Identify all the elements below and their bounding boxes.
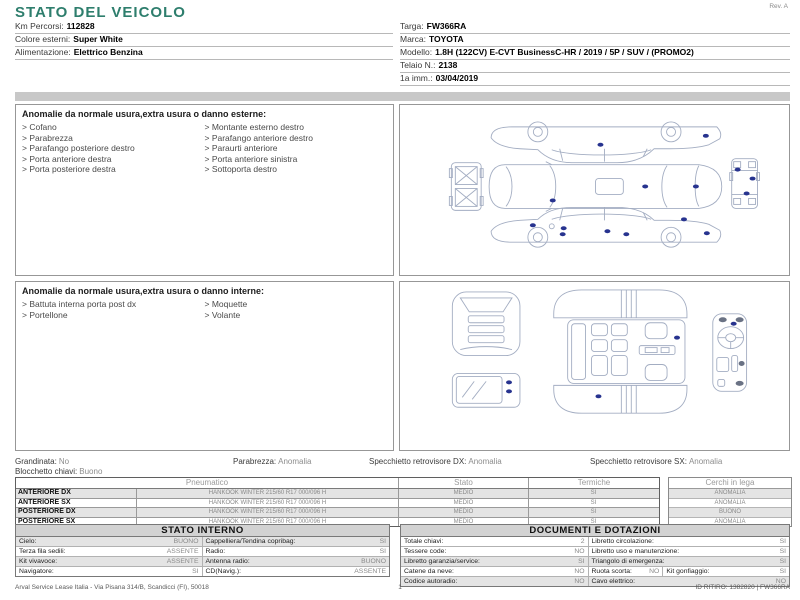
anomaly-item: > Montante esterno destro	[205, 122, 388, 133]
row-value: ASSENTE	[354, 568, 386, 575]
check-specchietto-sx	[590, 457, 722, 466]
tire-stato: MEDIO	[399, 499, 529, 508]
table-row	[401, 557, 789, 567]
vehicle-fields-left	[15, 21, 393, 60]
check-grandinata	[15, 457, 69, 466]
cerchi-value: ANOMALIA	[669, 499, 791, 509]
damage-marker	[561, 226, 567, 230]
row-label: Cavo elettrico:	[591, 578, 635, 585]
field-km	[15, 21, 393, 34]
anomaly-item: > Paraurti anteriore	[205, 143, 388, 154]
tire-termiche: SI	[590, 499, 597, 506]
col-header-termiche: Termiche	[577, 478, 611, 487]
check-value: Anomalia	[468, 457, 502, 466]
row-label: Triangolo di emergenza:	[591, 558, 665, 565]
field-value: 1.8H (122CV) E-CVT BusinessC-HR / 2019 / 5P / SUV / (PROMO2)	[435, 47, 694, 57]
damage-marker	[560, 232, 566, 236]
row-label: Libretto circolazione:	[591, 538, 654, 545]
dashboard-view	[713, 314, 747, 392]
field-alimentazione	[15, 47, 393, 60]
vehicle-fields-right	[400, 21, 790, 86]
row-label: Navigatore:	[19, 568, 54, 575]
anomaly-item: > Parafango posteriore destro	[22, 143, 205, 154]
damage-marker	[703, 134, 709, 138]
field-label: Targa:	[400, 21, 424, 31]
field-value: 03/04/2019	[435, 73, 479, 83]
field-label: Colore esterni:	[15, 34, 71, 44]
exterior-anomalies-panel	[15, 104, 394, 276]
car-top-view	[489, 162, 722, 212]
footer-id-ritiro: ID RITIRO: 1382820 | FW366RA	[695, 584, 790, 591]
revision-label: Rev. A	[769, 3, 788, 10]
page-title: STATO DEL VEICOLO	[15, 4, 186, 21]
row-value: NO	[574, 548, 585, 555]
table-row	[16, 537, 389, 547]
anomaly-item: > Battuta interna porta post dx	[22, 299, 205, 310]
row-label: Terza fila sedili:	[19, 548, 66, 555]
row-label: Kit vivavoce:	[19, 558, 58, 565]
tire-stato: MEDIO	[399, 508, 529, 517]
interior-damage-diagram	[399, 281, 790, 451]
tire-row	[16, 508, 659, 518]
check-blocchetto-chiavi	[15, 467, 102, 476]
tire-position: POSTERIORE DX	[16, 508, 137, 517]
damage-marker	[693, 185, 699, 189]
field-label: Marca:	[400, 34, 426, 44]
row-value: SI	[779, 538, 786, 545]
check-value: Anomalia	[278, 457, 312, 466]
interior-car-views	[400, 282, 789, 450]
row-value: BUONO	[361, 558, 386, 565]
table-row	[401, 547, 789, 557]
car-left-side-view	[491, 122, 721, 163]
damage-marker	[681, 217, 687, 221]
check-label: Specchietto retrovisore SX:	[590, 457, 687, 466]
anomaly-item: > Volante	[205, 310, 388, 321]
damage-marker	[506, 380, 512, 384]
field-marca	[400, 34, 790, 47]
check-label: Specchietto retrovisore DX:	[369, 457, 467, 466]
damage-marker	[674, 336, 680, 340]
damage-marker	[623, 232, 629, 236]
damage-marker	[604, 229, 610, 233]
damage-marker	[731, 322, 737, 326]
field-value: Elettrico Benzina	[73, 47, 143, 57]
col-header-cerchi: Cerchi in lega	[669, 478, 791, 489]
row-value: 2	[580, 538, 585, 545]
row-label: Kit gonfiaggio:	[666, 568, 710, 575]
damage-marker	[735, 168, 741, 172]
tire-spec: HANKOOK WINTER 215/60 R17 000/096 H	[137, 518, 399, 527]
check-label: Parabrezza:	[233, 457, 277, 466]
row-label: Cielo:	[19, 538, 37, 545]
exterior-car-views	[400, 105, 789, 275]
section-separator-bar	[15, 92, 790, 101]
row-value: SI	[379, 538, 386, 545]
tire-row	[16, 499, 659, 509]
row-value: SI	[192, 568, 199, 575]
check-label: Blocchetto chiavi:	[15, 467, 78, 476]
col-header-pneumatico: Pneumatico	[16, 478, 399, 488]
interior-anomalies-col1	[22, 299, 205, 320]
field-value: TOYOTA	[428, 34, 464, 44]
documenti-title: DOCUMENTI E DOTAZIONI	[401, 525, 789, 537]
row-value: SI	[779, 558, 786, 565]
check-parabrezza	[233, 457, 312, 466]
interior-anomalies-col2	[205, 299, 388, 320]
tires-table	[15, 477, 660, 527]
damage-marker	[550, 198, 556, 202]
check-label: Grandinata:	[15, 457, 57, 466]
row-value: NO	[574, 568, 585, 575]
field-label: 1a imm.:	[400, 73, 433, 83]
exterior-anomalies-col2	[205, 122, 388, 175]
anomaly-item: > Porta posteriore destra	[22, 164, 205, 175]
damage-marker	[750, 177, 756, 181]
anomaly-item: > Parabrezza	[22, 133, 205, 144]
row-value: SI	[779, 568, 786, 575]
tire-position: POSTERIORE SX	[16, 518, 137, 527]
anomaly-item: > Sottoporta destro	[205, 164, 388, 175]
anomaly-item: > Portellone	[22, 310, 205, 321]
damage-marker	[595, 394, 601, 398]
row-label: Ruota scorta:	[591, 568, 632, 575]
table-row	[16, 547, 389, 557]
anomaly-item: > Cofano	[22, 122, 205, 133]
row-value: ASSENTE	[166, 558, 199, 565]
tire-row	[16, 489, 659, 499]
damage-marker	[597, 143, 603, 147]
row-value: BUONO	[173, 538, 199, 545]
check-value: Buono	[79, 467, 103, 476]
page-number: 1	[398, 584, 402, 591]
field-value: 112828	[66, 21, 95, 31]
row-value: SI	[779, 548, 786, 555]
stato-interno-table	[15, 524, 390, 577]
row-label: Codice autoradio:	[404, 578, 458, 585]
cabin-floorplan-view	[554, 290, 687, 413]
field-value: 2138	[438, 60, 458, 70]
documenti-dotazioni-table	[400, 524, 790, 587]
exterior-anomalies-col1	[22, 122, 205, 175]
field-colore	[15, 34, 393, 47]
check-specchietto-dx	[369, 457, 502, 466]
tire-spec: HANKOOK WINTER 215/60 R17 000/096 H	[137, 499, 399, 508]
cerchi-value: BUONO	[669, 508, 791, 518]
row-label: CD(Navig.):	[205, 568, 241, 575]
cerchi-value: ANOMALIA	[714, 518, 746, 525]
check-value: No	[58, 457, 70, 466]
row-label: Totale chiavi:	[404, 538, 444, 545]
tire-position: ANTERIORE DX	[16, 489, 137, 498]
tire-termiche: SI	[590, 509, 597, 515]
row-label: Tessere code:	[404, 548, 447, 555]
damage-marker	[530, 223, 536, 227]
field-value: Super White	[73, 34, 123, 44]
trunk-view	[452, 292, 520, 356]
footer-company-address: Arval Service Lease Italia - Via Pisana 314/B, Scandicci (FI), 50018	[15, 584, 209, 591]
row-value: NO	[649, 568, 660, 575]
exterior-anomalies-header: Anomalie da normale usura,extra usura o danno esterne:	[22, 109, 267, 119]
exterior-damage-diagram	[399, 104, 790, 276]
anomaly-item: > Moquette	[205, 299, 388, 310]
row-label: Libretto uso e manutenzione:	[591, 548, 680, 555]
col-header-stato: Stato	[399, 478, 529, 488]
field-value: FW366RA	[426, 21, 467, 31]
damage-marker	[506, 389, 512, 393]
row-label: Antenna radio:	[205, 558, 250, 565]
field-label: Alimentazione:	[15, 47, 71, 57]
field-telaio	[400, 60, 790, 73]
damage-marker	[744, 191, 750, 195]
field-prima-imm	[400, 73, 790, 86]
table-row	[401, 567, 789, 577]
table-row	[16, 557, 389, 567]
row-value: NO	[775, 578, 786, 585]
row-label: Radio:	[205, 548, 226, 555]
tire-stato: MEDIO	[399, 489, 529, 498]
anomaly-item: > Porta anteriore sinistra	[205, 154, 388, 165]
cerchi-value: ANOMALIA	[669, 489, 791, 499]
field-label: Modello:	[400, 47, 433, 57]
tire-termiche: SI	[590, 518, 597, 525]
cerchi-in-lega-table	[668, 477, 792, 527]
tires-table-header	[16, 478, 659, 489]
row-label: Libretto garanzia/service:	[404, 558, 480, 565]
row-value: SI	[379, 548, 386, 555]
anomaly-item: > Parafango anteriore destro	[205, 133, 388, 144]
field-targa	[400, 21, 790, 34]
table-row	[401, 537, 789, 547]
damage-marker	[704, 231, 710, 235]
field-label: Telaio N.:	[400, 60, 436, 70]
table-row	[16, 567, 389, 576]
row-value: ASSENTE	[166, 548, 199, 555]
car-front-view	[449, 163, 483, 211]
tire-stato: MEDIO	[399, 518, 529, 527]
row-label: Cappelliera/Tendina copribag:	[205, 538, 296, 545]
check-value: Anomalia	[688, 457, 723, 466]
car-right-side-view	[491, 207, 721, 247]
stato-interno-title: STATO INTERNO	[16, 525, 389, 537]
car-rear-view	[730, 159, 760, 209]
tire-termiche: SI	[590, 490, 597, 496]
interior-anomalies-panel	[15, 281, 394, 451]
tire-spec: HANKOOK WINTER 215/60 R17 000/096 H	[137, 508, 399, 517]
row-label: Catene da neve:	[404, 568, 454, 575]
field-modello	[400, 47, 790, 60]
field-label: Km Percorsi:	[15, 21, 64, 31]
tire-position: ANTERIORE SX	[16, 499, 137, 508]
row-value: SI	[578, 558, 585, 565]
tire-spec: HANKOOK WINTER 215/60 R17 000/096 H	[137, 489, 399, 498]
damage-marker	[642, 185, 648, 189]
row-value: NO	[574, 578, 585, 585]
interior-anomalies-header: Anomalie da normale usura,extra usura o danno interne:	[22, 286, 265, 296]
anomaly-item: > Porta anteriore destra	[22, 154, 205, 165]
